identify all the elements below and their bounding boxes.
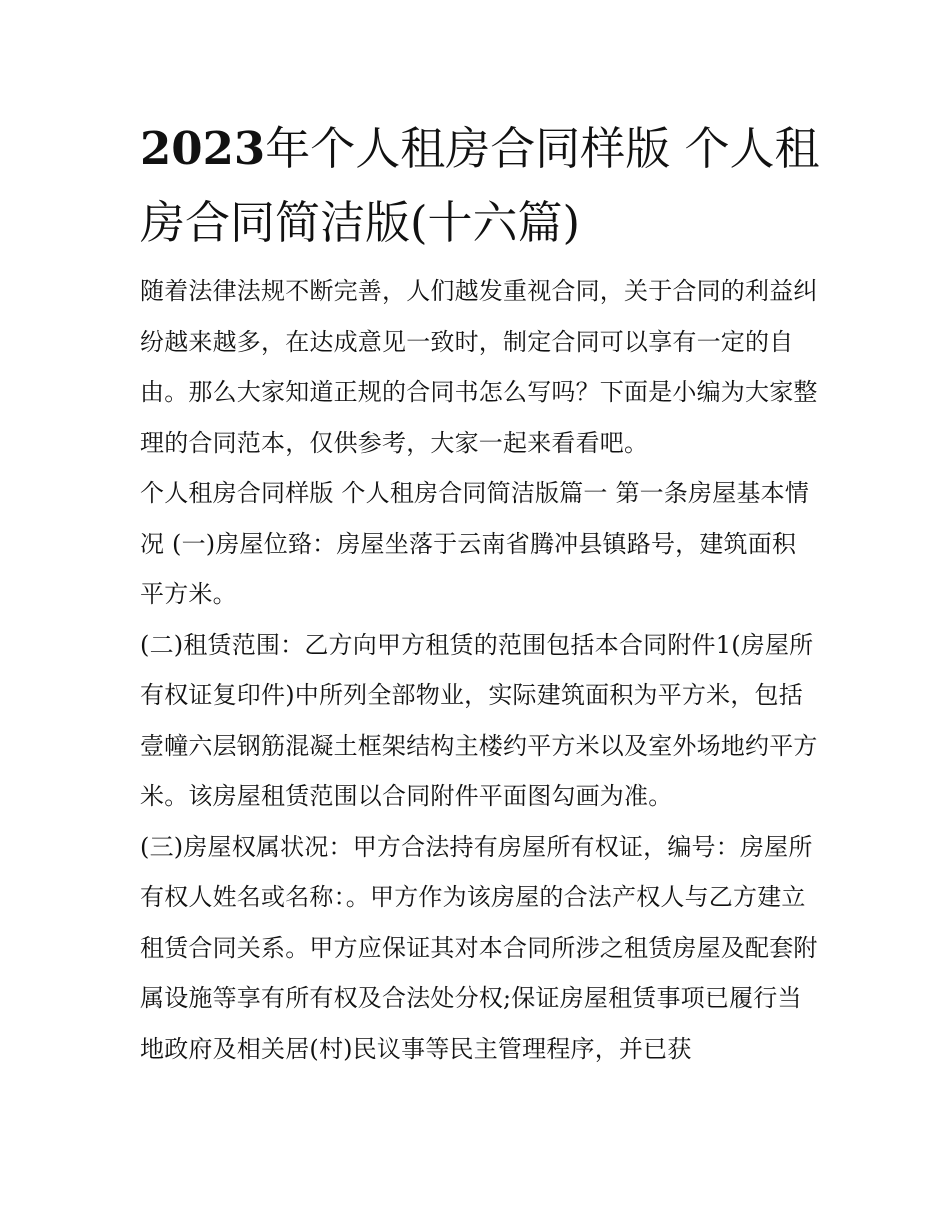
document-body: [140, 112, 820, 1074]
lease-scope-paragraph: (二)租赁范围：乙方向甲方租赁的范围包括本合同附件1(房屋所有权证复印件)中所列全部物业，实际建筑面积为平方米，包括壹幢六层钢筋混凝土框架结构主楼约平方米以及室外场地约平方米。该房屋租赁范围以合同附件平面图勾画为准。: [140, 630, 818, 810]
document-title: [140, 112, 820, 260]
article-one-paragraph: 个人租房合同样版 个人租房合同简洁版篇一 第一条房屋基本情况 (一)房屋位臵：房屋坐落于云南省腾冲县镇路号，建筑面积平方米。: [140, 479, 810, 608]
intro-paragraph: 随着法律法规不断完善，人们越发重视合同，关于合同的利益纠纷越来越多，在达成意见一致时，制定合同可以享有一定的自由。那么大家知道正规的合同书怎么写吗？下面是小编为大家整理的合同范本，仅供参考，大家一起来看看吧。: [140, 277, 818, 457]
title-year: 2023: [140, 122, 266, 175]
ownership-paragraph: (三)房屋权属状况：甲方合法持有房屋所有权证，编号：房屋所有权人姓名或名称：。甲方作为该房屋的合法产权人与乙方建立租赁合同关系。甲方应保证其对本合同所涉之租赁房屋及配套附属设施等享有所有权及合法处分权;保证房屋租赁事项已履行当地政府及相关居(村)民议事等民主管理程序，并已获: [140, 832, 818, 1063]
title-text: 年个人租房合同样版 个人租房合同简洁版(十六篇): [140, 122, 820, 249]
